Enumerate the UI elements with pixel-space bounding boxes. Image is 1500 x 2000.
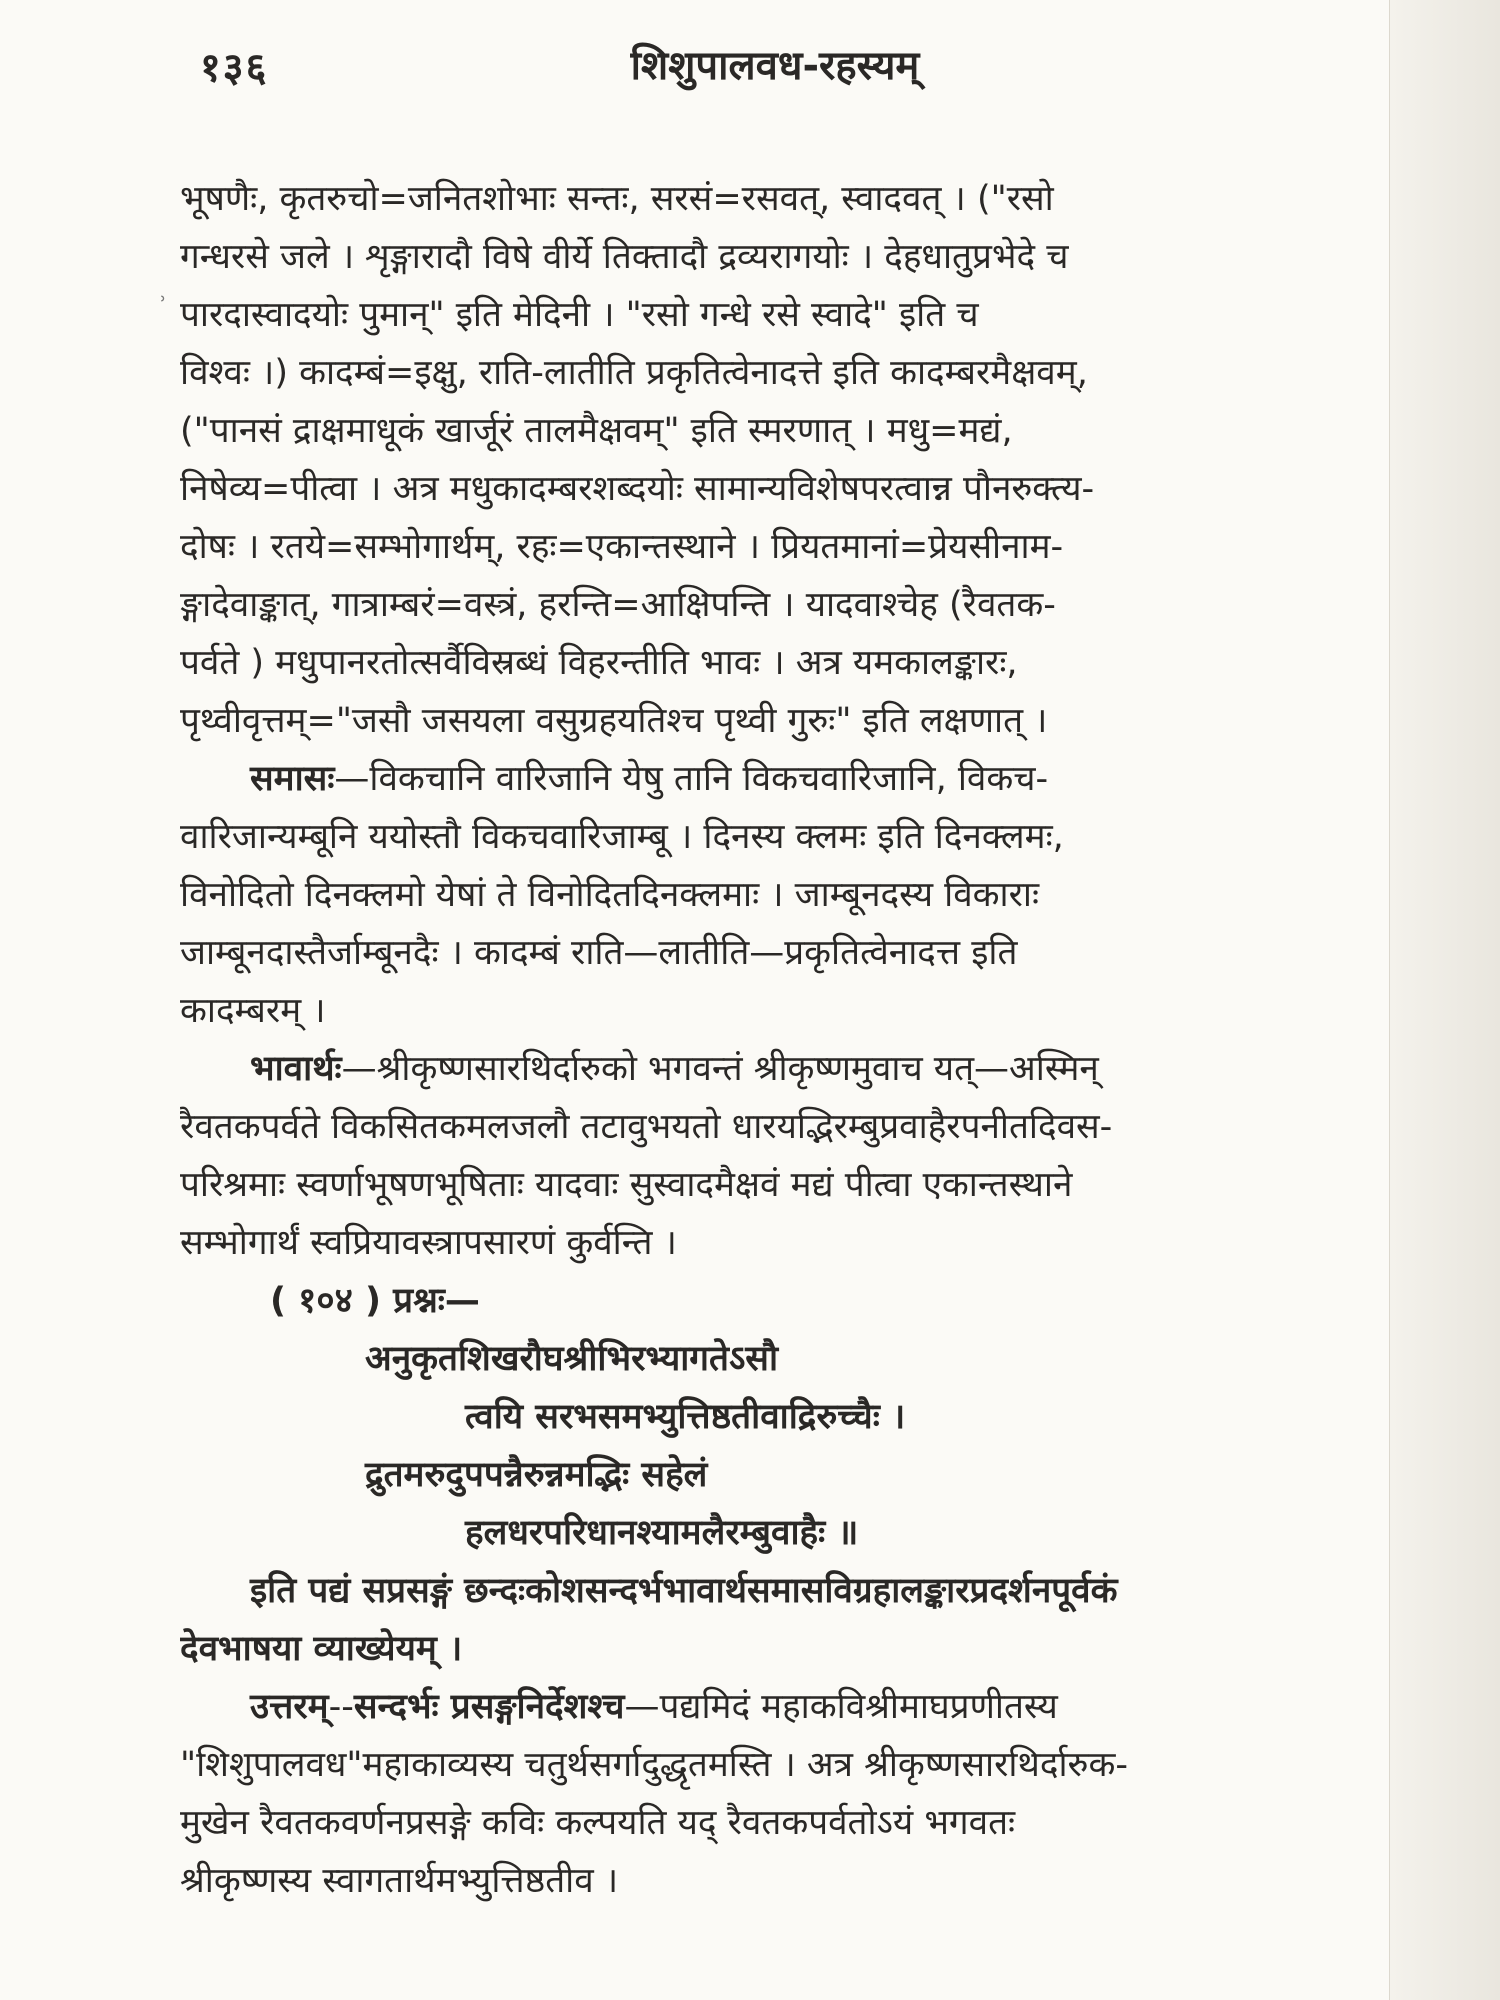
samasa-text: —विकचानि वारिजानि येषु तानि विकचवारिजानि, विकच- <box>334 759 1049 799</box>
verse-line-1: अनुकृतशिखरौघश्रीभिरभ्यागतेऽसौ <box>365 1339 779 1379</box>
answer-subheading: सन्दर्भः प्रसङ्गनिर्देशश्च <box>353 1687 625 1727</box>
text-line: मुखेन रैवतकवर्णनप्रसङ्गे कविः कल्पयति यद् रैवतकपर्वतोऽयं भगवतः <box>180 1803 1016 1843</box>
text-line: पर्वते ) मधुपानरतोत्सर्वैविस्रब्धं विहरन्तीति भावः । अत्र यमकालङ्कारः, <box>180 643 1018 683</box>
text-line: रैवतकपर्वते विकसितकमलजलौ तटावुभयतो धारयद्भिरम्बुप्रवाहैरपनीतदिवस- <box>180 1107 1113 1147</box>
page-body <box>180 170 1370 1910</box>
text-line: निषेव्य=पीत्वा । अत्र मधुकादम्बरशब्दयोः सामान्यविशेषपरत्वान्न पौनरुक्त्य- <box>180 469 1095 509</box>
text-line: दोषः । रतये=सम्भोगार्थम्, रहः=एकान्तस्थाने । प्रियतमानां=प्रेयसीनाम- <box>180 527 1064 567</box>
answer-line: उत्तरम्--सन्दर्भः प्रसङ्गनिर्देशश्च—पद्यमिदं महाकविश्रीमाघप्रणीतस्य <box>250 1687 1058 1727</box>
verse-line-4: हलधरपरिधानश्यामलैरम्बुवाहैः ॥ <box>465 1513 859 1553</box>
text-line: विश्वः ।) कादम्बं=इक्षु, राति-लातीति प्रकृतित्वेनादत्ते इति कादम्बरमैक्षवम्, <box>180 353 1088 393</box>
book-page <box>180 30 1370 1990</box>
text-line: ङ्गादेवाङ्कात्, गात्राम्बरं=वस्त्रं, हरन्ति=आक्षिपन्ति । यादवाश्चेह (रैवतक- <box>180 585 1056 625</box>
question-instruction: इति पद्यं सप्रसङ्गं छन्दःकोशसन्दर्भभावार्थसमासविग्रहालङ्कारप्रदर्शनपूर्वकं <box>250 1571 1118 1611</box>
bhavartha-heading: भावार्थः <box>250 1049 342 1089</box>
running-title: शिशुपालवध-रहस्यम् <box>630 43 920 89</box>
text-line: विनोदितो दिनक्लमो येषां ते विनोदितदिनक्लमाः । जाम्बूनदस्य विकाराः <box>180 875 1040 915</box>
verse-line-2: त्वयि सरभसमभ्युत्तिष्ठतीवाद्रिरुच्चैः । <box>465 1397 906 1437</box>
text-line: वारिजान्यम्बूनि ययोस्तौ विकचवारिजाम्बू । दिनस्य क्लमः इति दिनक्लमः, <box>180 817 1064 857</box>
text-line: कादम्बरम् । <box>180 991 326 1031</box>
page-edge <box>1389 0 1500 2000</box>
samasa-heading: समासः <box>250 759 335 799</box>
samasa-line <box>180 750 1370 808</box>
text-line: "शिशुपालवध"महाकाव्यस्य चतुर्थसर्गादुद्धृतमस्ति । अत्र श्रीकृष्णसारथिर्दारुक- <box>180 1745 1128 1785</box>
question-label: ( १०४ ) प्रश्नः— <box>270 1281 480 1321</box>
text-line: जाम्बूनदास्तैर्जाम्बूनदैः । कादम्बं राति—लातीति—प्रकृतित्वेनादत्त इति <box>180 933 1018 973</box>
page-header <box>180 30 1370 100</box>
text-line: पारदास्वादयोः पुमान्" इति मेदिनी । "रसो गन्धे रसे स्वादे" इति च <box>180 295 979 335</box>
answer-heading: उत्तरम् <box>250 1687 329 1727</box>
bhavartha-line <box>180 1040 1370 1098</box>
bhavartha-text: —श्रीकृष्णसारथिर्दारुको भगवन्तं श्रीकृष्णमुवाच यत्—अस्मिन् <box>341 1049 1099 1089</box>
answer-text: —पद्यमिदं महाकविश्रीमाघप्रणीतस्य <box>624 1687 1058 1727</box>
text-line: गन्धरसे जले । शृङ्गारादौ विषे वीर्ये तिक्तादौ द्रव्यरागयोः । देहधातुप्रभेदे च <box>180 237 1069 277</box>
text-line: पृथ्वीवृत्तम्="जसौ जसयला वसुग्रहयतिश्च पृथ्वी गुरुः" इति लक्षणात् । <box>180 701 1048 741</box>
text-line: श्रीकृष्णस्य स्वागतार्थमभ्युत्तिष्ठतीव । <box>180 1861 619 1901</box>
margin-mark: ˒ <box>160 288 167 313</box>
text-line: भूषणैः, कृतरुचो=जनितशोभाः सन्तः, सरसं=रसवत्, स्वादवत् । ("रसो <box>180 179 1054 219</box>
page-number: १३६ <box>200 45 269 91</box>
text-line: परिश्रमाः स्वर्णाभूषणभूषिताः यादवाः सुस्वादमैक्षवं मद्यं पीत्वा एकान्तस्थाने <box>180 1165 1073 1205</box>
text-line: ("पानसं द्राक्षमाधूकं खार्जूरं तालमैक्षवम्" इति स्मरणात् । मधु=मद्यं, <box>180 411 1013 451</box>
verse-line-3: द्रुतमरुदुपपन्नैरुन्नमद्भिः सहेलं <box>365 1455 708 1495</box>
text-line: सम्भोगार्थं स्वप्रियावस्त्रापसारणं कुर्वन्ति । <box>180 1223 677 1263</box>
question-instruction: देवभाषया व्याख्येयम् । <box>180 1629 463 1669</box>
